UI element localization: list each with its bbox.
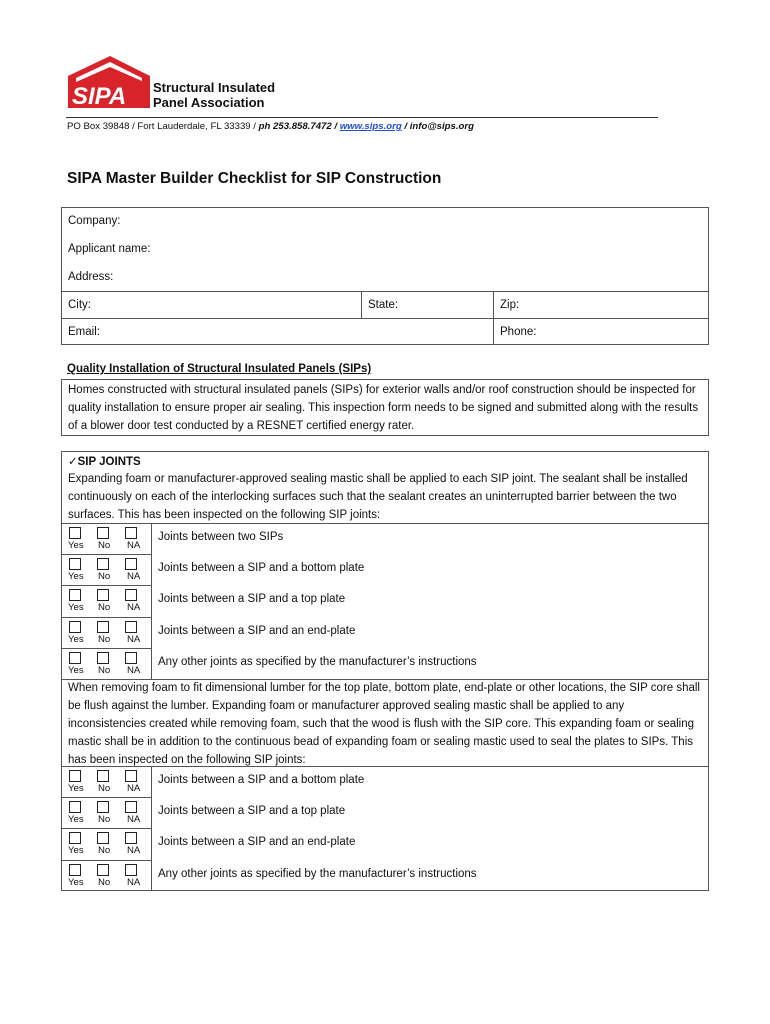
row-divider xyxy=(62,828,151,829)
checkbox-no[interactable] xyxy=(97,864,109,876)
website-link[interactable]: www.sips.org xyxy=(339,121,402,132)
checklist-row xyxy=(62,648,708,679)
checkbox-label-na: NA xyxy=(127,664,141,676)
city-label[interactable]: City: xyxy=(68,299,91,311)
row-divider xyxy=(62,585,151,586)
org-name-line2: Panel Association xyxy=(153,95,265,110)
company-label: Company: xyxy=(68,215,121,227)
logo-text: SIPA xyxy=(72,83,127,110)
joint-description: Joints between two SIPs xyxy=(158,531,284,543)
checkbox-yes[interactable] xyxy=(69,527,81,539)
contact-separator: / xyxy=(401,121,410,132)
joint-description: Joints between a SIP and an end-plate xyxy=(158,836,356,849)
page-title: SIPA Master Builder Checklist for SIP Construction xyxy=(67,170,442,187)
row-divider xyxy=(62,554,151,555)
applicant-info-table xyxy=(61,207,709,345)
checklist-row xyxy=(62,554,708,585)
joint-description: Any other joints as specified by the manufacturer’s instructions xyxy=(158,867,477,880)
org-name xyxy=(153,80,275,110)
checkbox-label-yes: Yes xyxy=(68,814,84,826)
checkbox-label-no: No xyxy=(98,845,111,857)
checklist-row xyxy=(62,828,708,859)
row-divider xyxy=(62,617,151,618)
contact-line xyxy=(67,121,474,132)
checkbox-na[interactable] xyxy=(125,527,137,539)
email-link[interactable]: info@sips.org xyxy=(409,121,474,132)
checkbox-yes[interactable] xyxy=(69,652,81,664)
checkbox-label-yes: Yes xyxy=(68,540,84,551)
joint-description: Joints between a SIP and an end-plate xyxy=(158,624,356,637)
checkbox-na[interactable] xyxy=(125,621,137,633)
checkbox-yes[interactable] xyxy=(69,589,81,601)
checkbox-na[interactable] xyxy=(125,864,137,876)
checkmark-icon: ✓ xyxy=(68,456,78,468)
checkbox-no[interactable] xyxy=(97,589,109,601)
applicant-name-row[interactable] xyxy=(62,236,708,264)
checkbox-label-no: No xyxy=(98,664,111,676)
checkbox-label-yes: Yes xyxy=(68,783,84,794)
company-row[interactable] xyxy=(62,208,708,236)
checkbox-label-yes: Yes xyxy=(68,633,84,645)
checkbox-label-na: NA xyxy=(127,814,141,826)
checkbox-label-no: No xyxy=(98,571,111,583)
city-state-zip-row xyxy=(62,292,708,320)
checkbox-no[interactable] xyxy=(97,652,109,664)
checkbox-label-no: No xyxy=(98,814,111,826)
contact-phone: ph 253.858.7472 / xyxy=(258,121,340,132)
checklist-row xyxy=(62,617,708,648)
row-divider xyxy=(62,648,151,649)
checkbox-label-yes: Yes xyxy=(68,664,84,676)
sip-joints-checklist xyxy=(61,451,709,891)
column-divider xyxy=(361,291,362,319)
joint-description: Joints between a SIP and a bottom plate xyxy=(158,562,365,575)
contact-address: PO Box 39848 / Fort Lauderdale, FL 33339 / xyxy=(67,121,259,132)
quality-heading: Quality Installation of Structural Insulated Panels (SIPs) xyxy=(67,363,372,375)
sip-joints-intro: Expanding foam or manufacturer-approved sealing mastic shall be applied to each SIP joint. The sealant shall be installed continuously on each of the interlocking surfaces such that the sealant creates an uninterrupted barrier between the two surfaces. This has been inspected on the following SIP joints: xyxy=(68,473,688,521)
checkbox-label-yes: Yes xyxy=(68,845,84,857)
foam-removal-text: When removing foam to fit dimensional lumber for the top plate, bottom plate, end-plate or other locations, the SIP core shall be flush against the lumber. Expanding foam or manufacturer approved sealing mastic shall be applied to any inconsistencies created while removing foam, such that the wood is flush with the SIP core. This expanding foam or sealing mastic shall be in addition to the continuous bead of expanding foam or sealing mastic used to seal the plates to SIPs. This has been inspected on the following SIP joints: xyxy=(68,682,700,766)
checkbox-label-yes: Yes xyxy=(68,571,84,583)
checkbox-yes[interactable] xyxy=(69,621,81,633)
sipa-logo xyxy=(66,54,156,112)
column-divider xyxy=(151,766,152,891)
checkbox-na[interactable] xyxy=(125,652,137,664)
column-divider xyxy=(151,523,152,679)
checklist-row xyxy=(62,766,708,797)
row-divider xyxy=(62,797,151,798)
checkbox-label-na: NA xyxy=(127,845,141,857)
checkbox-label-no: No xyxy=(98,783,111,794)
sip-joints-title: SIP JOINTS xyxy=(77,456,141,468)
joint-description: Joints between a SIP and a bottom plate xyxy=(158,774,365,786)
joint-description: Any other joints as specified by the manufacturer’s instructions xyxy=(158,655,477,668)
checkbox-no[interactable] xyxy=(97,770,109,782)
address-label: Address: xyxy=(68,271,114,283)
checkbox-label-no: No xyxy=(98,540,111,551)
checkbox-no[interactable] xyxy=(97,558,109,570)
checklist-row xyxy=(62,860,708,891)
email-label[interactable]: Email: xyxy=(68,326,100,338)
checkbox-yes[interactable] xyxy=(69,864,81,876)
row-divider xyxy=(62,860,151,861)
email-phone-row xyxy=(62,319,708,347)
column-divider xyxy=(493,291,494,345)
checklist-row xyxy=(62,797,708,828)
state-label[interactable]: State: xyxy=(368,299,399,311)
header-divider xyxy=(66,117,658,118)
checkbox-yes[interactable] xyxy=(69,558,81,570)
checkbox-na[interactable] xyxy=(125,558,137,570)
address-row[interactable] xyxy=(62,264,708,292)
quality-text-box xyxy=(61,379,709,436)
checklist-row xyxy=(62,585,708,616)
checkbox-no[interactable] xyxy=(97,832,109,844)
checkbox-label-no: No xyxy=(98,876,111,888)
quality-text: Homes constructed with structural insulated panels (SIPs) for exterior walls and/or roof construction should be inspected for quality installation to ensure proper air sealing. This inspection form needs to be signed and submitted along with the results of a blower door test conducted by a RESNET certified energy rater. xyxy=(68,384,699,432)
checklist-row xyxy=(62,523,708,554)
checkbox-no[interactable] xyxy=(97,621,109,633)
checkbox-label-yes: Yes xyxy=(68,876,84,888)
checkbox-na[interactable] xyxy=(125,832,137,844)
checkbox-label-yes: Yes xyxy=(68,602,84,614)
checkbox-label-na: NA xyxy=(127,633,141,645)
checkbox-no[interactable] xyxy=(97,527,109,539)
checkbox-label-na: NA xyxy=(127,876,141,888)
org-name-line1: Structural Insulated xyxy=(153,80,276,95)
checkbox-yes[interactable] xyxy=(69,801,81,813)
checkbox-label-no: No xyxy=(98,633,111,645)
joint-description: Joints between a SIP and a top plate xyxy=(158,593,346,606)
checkbox-label-na: NA xyxy=(127,783,141,794)
checkbox-label-na: NA xyxy=(127,602,141,614)
checkbox-na[interactable] xyxy=(125,801,137,813)
checkbox-na[interactable] xyxy=(125,589,137,601)
zip-label[interactable]: Zip: xyxy=(500,299,520,311)
checkbox-yes[interactable] xyxy=(69,770,81,782)
sip-joints-heading xyxy=(68,454,141,468)
applicant-name-label: Applicant name: xyxy=(68,243,151,255)
joint-description: Joints between a SIP and a top plate xyxy=(158,805,346,818)
phone-label[interactable]: Phone: xyxy=(500,326,537,338)
checkbox-no[interactable] xyxy=(97,801,109,813)
checkbox-na[interactable] xyxy=(125,770,137,782)
checkbox-label-no: No xyxy=(98,602,111,614)
checkbox-yes[interactable] xyxy=(69,832,81,844)
checkbox-label-na: NA xyxy=(127,540,141,551)
checkbox-label-na: NA xyxy=(127,571,141,583)
